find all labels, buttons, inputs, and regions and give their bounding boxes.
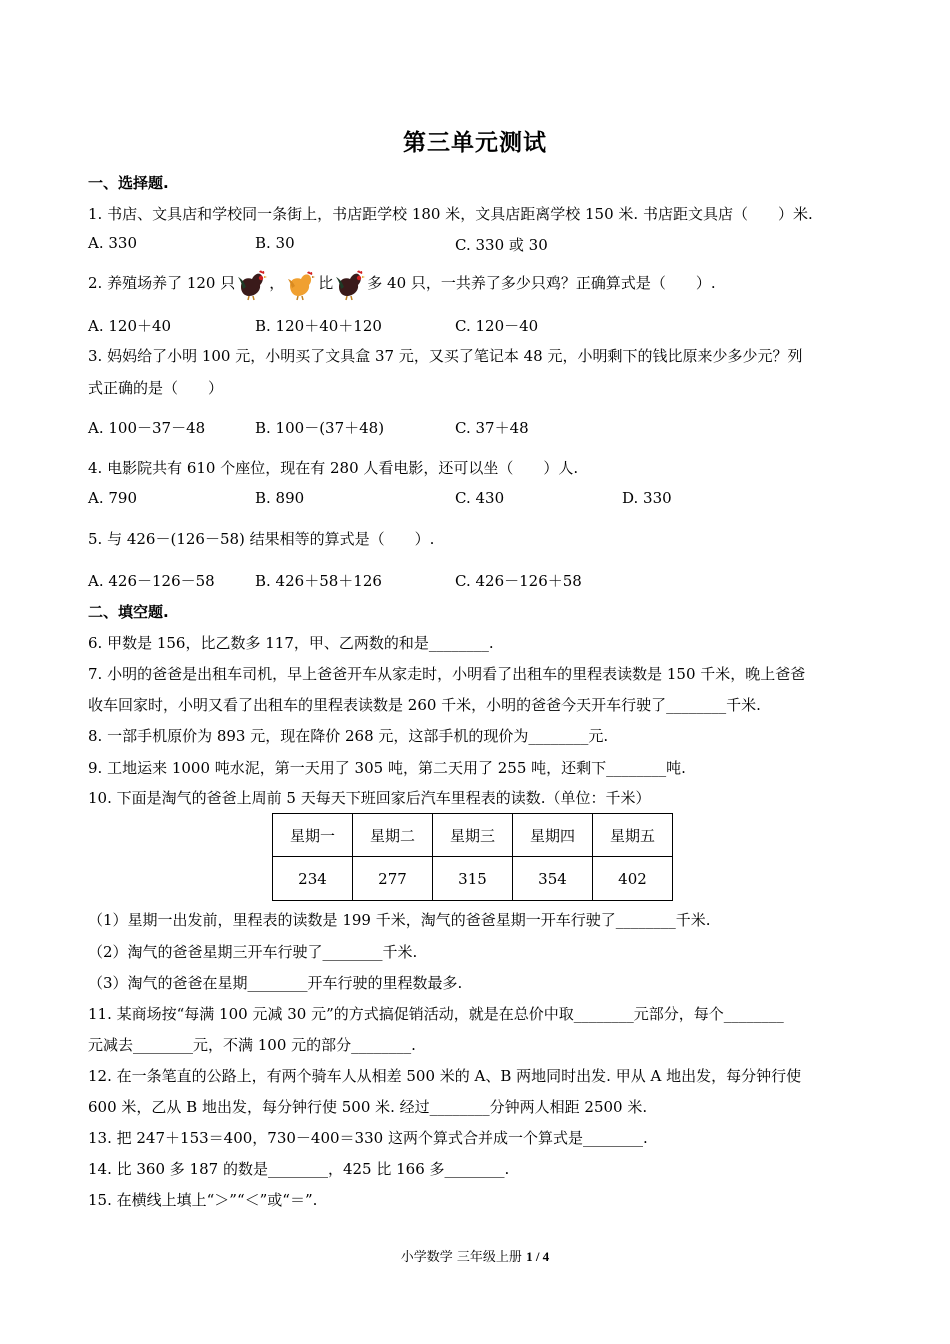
- question-2: [88, 264, 716, 302]
- q1-option-b: B. 30: [255, 234, 295, 252]
- table-header-cell: 星期四: [513, 814, 593, 857]
- table-header-cell: 星期一: [273, 814, 353, 857]
- question-4: 4. 电影院共有 610 个座位，现在有 280 人看电影，还可以坐（ ）人.: [88, 459, 579, 477]
- rooster-icon: [235, 267, 269, 301]
- question-14: 14. 比 360 多 187 的数是________，425 比 166 多________.: [88, 1160, 510, 1178]
- question-12-line2: 600 米，乙从 B 地出发，每分钟行使 500 米. 经过________分钟两人相距 2500 米.: [88, 1098, 648, 1116]
- question-10-sub3: （3）淘气的爸爸在星期________开车行驶的里程数最多.: [88, 974, 463, 992]
- q2-text-part1: 2. 养殖场养了 120 只: [88, 274, 236, 292]
- table-row: [273, 857, 673, 901]
- q2-option-b: B. 120＋40＋120: [255, 317, 382, 335]
- page-footer: [0, 1246, 950, 1265]
- q4-option-b: B. 890: [255, 489, 305, 507]
- table-header-cell: 星期五: [593, 814, 673, 857]
- page-title: 第三单元测试: [403, 130, 547, 156]
- section-choice-heading: 一、选择题.: [88, 174, 169, 192]
- question-10: 10. 下面是淘气的爸爸上周前 5 天每天下班回家后汽车里程表的读数.（单位：千米）: [88, 789, 651, 807]
- footer-subject: 小学数学 三年级上册: [400, 1250, 527, 1265]
- question-7-line2: 收车回家时，小明又看了出租车的里程表读数是 260 千米，小明的爸爸今天开车行驶了________千米.: [88, 696, 761, 714]
- q5-option-b: B. 426＋58＋126: [255, 572, 382, 590]
- question-13: 13. 把 247＋153＝400，730－400＝330 这两个算式合并成一个算式是________.: [88, 1129, 648, 1147]
- table-cell: 315: [433, 857, 513, 901]
- table-cell: 234: [273, 857, 353, 901]
- question-12-line1: 12. 在一条笔直的公路上，有两个骑车人从相差 500 米的 A、B 两地同时出发. 甲从 A 地出发，每分钟行使: [88, 1067, 802, 1085]
- table-cell: 354: [513, 857, 593, 901]
- table-header-cell: 星期二: [353, 814, 433, 857]
- q2-option-c: C. 120－40: [455, 317, 539, 335]
- question-7-line1: 7. 小明的爸爸是出租车司机，早上爸爸开车从家走时，小明看了出租车的里程表读数是 150 千米，晚上爸爸: [88, 665, 806, 683]
- question-8: 8. 一部手机原价为 893 元，现在降价 268 元，这部手机的现价为________元.: [88, 727, 609, 745]
- q2-text-part3: 比: [318, 274, 334, 292]
- table-header-row: [273, 814, 673, 857]
- question-3-line1: 3. 妈妈给了小明 100 元，小明买了文具盒 37 元，又买了笔记本 48 元，小明剩下的钱比原来少多少元？列: [88, 347, 803, 365]
- q5-option-c: C. 426－126＋58: [455, 572, 582, 590]
- q2-option-a: A. 120＋40: [88, 317, 172, 335]
- rooster-icon: [333, 267, 367, 301]
- question-11-line2: 元减去________元，不满 100 元的部分________.: [88, 1036, 416, 1054]
- q5-option-a: A. 426－126－58: [88, 572, 215, 590]
- question-15: 15. 在横线上填上“＞”“＜”或“＝”.: [88, 1191, 318, 1209]
- question-11-line1: 11. 某商场按“每满 100 元减 30 元”的方式搞促销活动，就是在总价中取________元部分，每个________: [88, 1005, 784, 1023]
- question-5: 5. 与 426－(126－58) 结果相等的算式是（ ）.: [88, 530, 435, 548]
- q2-text-part2: ，: [269, 274, 285, 292]
- odometer-table: [272, 813, 673, 901]
- q1-option-c: C. 330 或 30: [455, 236, 548, 254]
- q3-option-c: C. 37＋48: [455, 419, 529, 437]
- table-cell: 277: [353, 857, 433, 901]
- section-fill-heading: 二、填空题.: [88, 603, 169, 621]
- hen-icon: [284, 267, 318, 301]
- q2-text-part4: 多 40 只，一共养了多少只鸡？正确算式是（ ）.: [367, 274, 716, 292]
- page-number: 1 / 4: [526, 1249, 550, 1264]
- question-6: 6. 甲数是 156，比乙数多 117，甲、乙两数的和是________.: [88, 634, 494, 652]
- question-3-line2: 式正确的是（ ）: [88, 379, 224, 397]
- q3-option-b: B. 100－(37＋48): [255, 419, 385, 437]
- q4-option-c: C. 430: [455, 489, 505, 507]
- question-10-sub1: （1）星期一出发前，里程表的读数是 199 千米，淘气的爸爸星期一开车行驶了________千米.: [88, 911, 711, 929]
- q4-option-d: D. 330: [622, 489, 672, 507]
- question-9: 9. 工地运来 1000 吨水泥，第一天用了 305 吨，第二天用了 255 吨，还剩下________吨.: [88, 759, 686, 777]
- question-10-sub2: （2）淘气的爸爸星期三开车行驶了________千米.: [88, 943, 418, 961]
- q4-option-a: A. 790: [88, 489, 137, 507]
- table-cell: 402: [593, 857, 673, 901]
- q1-option-a: A. 330: [88, 234, 137, 252]
- question-1: 1. 书店、文具店和学校同一条街上，书店距学校 180 米，文具店距离学校 150 米. 书店距文具店（ ）米.: [88, 205, 813, 223]
- q3-option-a: A. 100－37－48: [88, 419, 206, 437]
- table-header-cell: 星期三: [433, 814, 513, 857]
